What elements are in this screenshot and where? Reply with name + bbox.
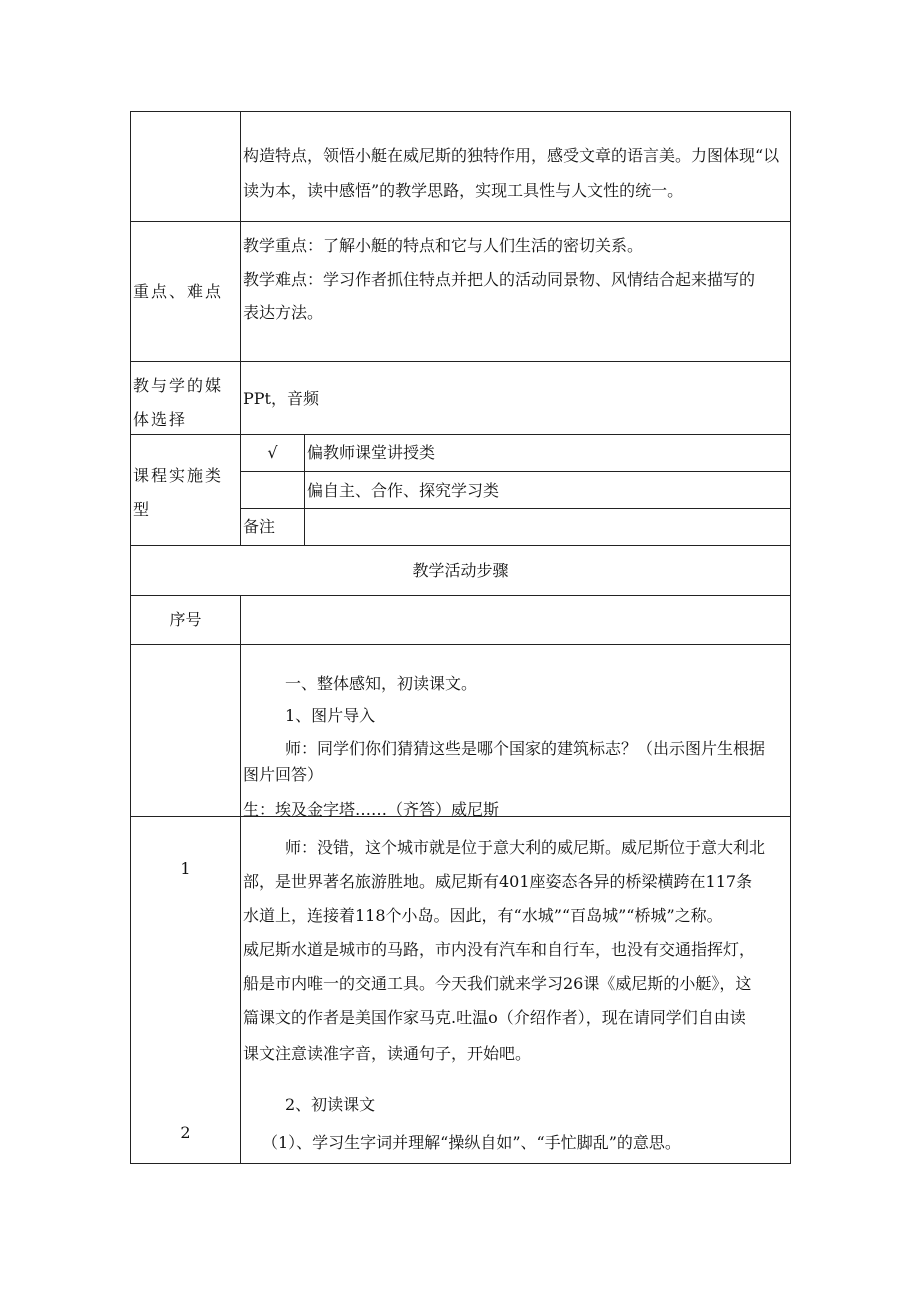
difficulty-text-line-1: 教学难点：学习作者抓住特点并把人的活动同景物、风情结合起来描写的	[243, 270, 756, 289]
difficulty-text-line-2: 表达方法。	[243, 303, 324, 322]
focus-row-label: 重点、难点	[133, 282, 224, 301]
key-point-text: 教学重点：了解小艇的特点和它与人们生活的密切关系。	[243, 236, 644, 255]
media-value: PPt，音频	[243, 389, 319, 408]
course-type-option-lecture: 偏教师课堂讲授类	[307, 443, 436, 462]
step-1-line: 1、图片导入	[285, 706, 376, 725]
checkmark-icon: √	[267, 443, 278, 462]
steps-heading: 教学活动步骤	[412, 561, 509, 580]
step-1-line: 师：没错，这个城市就是位于意大利的威尼斯。威尼斯位于意大利北	[285, 838, 766, 857]
step-1-line: 一、整体感知，初读课文。	[285, 674, 478, 693]
course-type-label-line-1: 课程实施类	[133, 466, 224, 485]
step-2-line: （1）、学习生字词并理解“操纵自如”、“手忙脚乱”的意思。	[262, 1133, 681, 1152]
step-1-line: 船是市内唯一的交通工具。今天我们就来学习26课《威尼斯的小艇》，这	[243, 974, 752, 993]
step-1-line: 课文注意读准字音，读通句子，开始吧。	[243, 1044, 532, 1063]
step-1-line: 师：同学们你们猜猜这些是哪个国家的建筑标志？（出示图片生根据	[285, 739, 766, 758]
course-type-option-inquiry: 偏自主、合作、探究学习类	[307, 481, 500, 500]
step-2-index: 2	[180, 1123, 191, 1142]
intro-text-line-1: 构造特点，领悟小艇在威尼斯的独特作用，感受文章的语言美。力图体现“以	[243, 146, 780, 165]
intro-text-line-2: 读为本，读中感悟”的教学思路，实现工具性与人文性的统一。	[243, 181, 684, 200]
media-label-line-1: 教与学的媒	[133, 376, 224, 395]
step-1-line: 水道上，连接着118个小岛。因此，有“水城”“百岛城”“桥城”之称。	[243, 906, 723, 925]
step-2-line: 2、初读课文	[285, 1095, 376, 1114]
step-1-line: 篇课文的作者是美国作家马克.吐温o（介绍作者），现在请同学们自由读	[243, 1008, 746, 1027]
remark-label: 备注	[243, 517, 276, 536]
media-label-line-2: 体选择	[133, 410, 188, 429]
step-1-line: 生：埃及金字塔……（齐答）威尼斯	[243, 800, 500, 819]
course-type-label-line-2: 型	[133, 500, 152, 519]
step-1-index: 1	[180, 859, 191, 878]
index-column-header: 序号	[169, 610, 202, 629]
step-1-line: 部，是世界著名旅游胜地。威尼斯有401座姿态各异的桥梁横跨在117条	[243, 872, 753, 891]
step-1-line: 威尼斯水道是城市的马路，市内没有汽车和自行车，也没有交通指挥灯，	[243, 940, 756, 959]
step-1-line: 图片回答）	[243, 765, 324, 784]
